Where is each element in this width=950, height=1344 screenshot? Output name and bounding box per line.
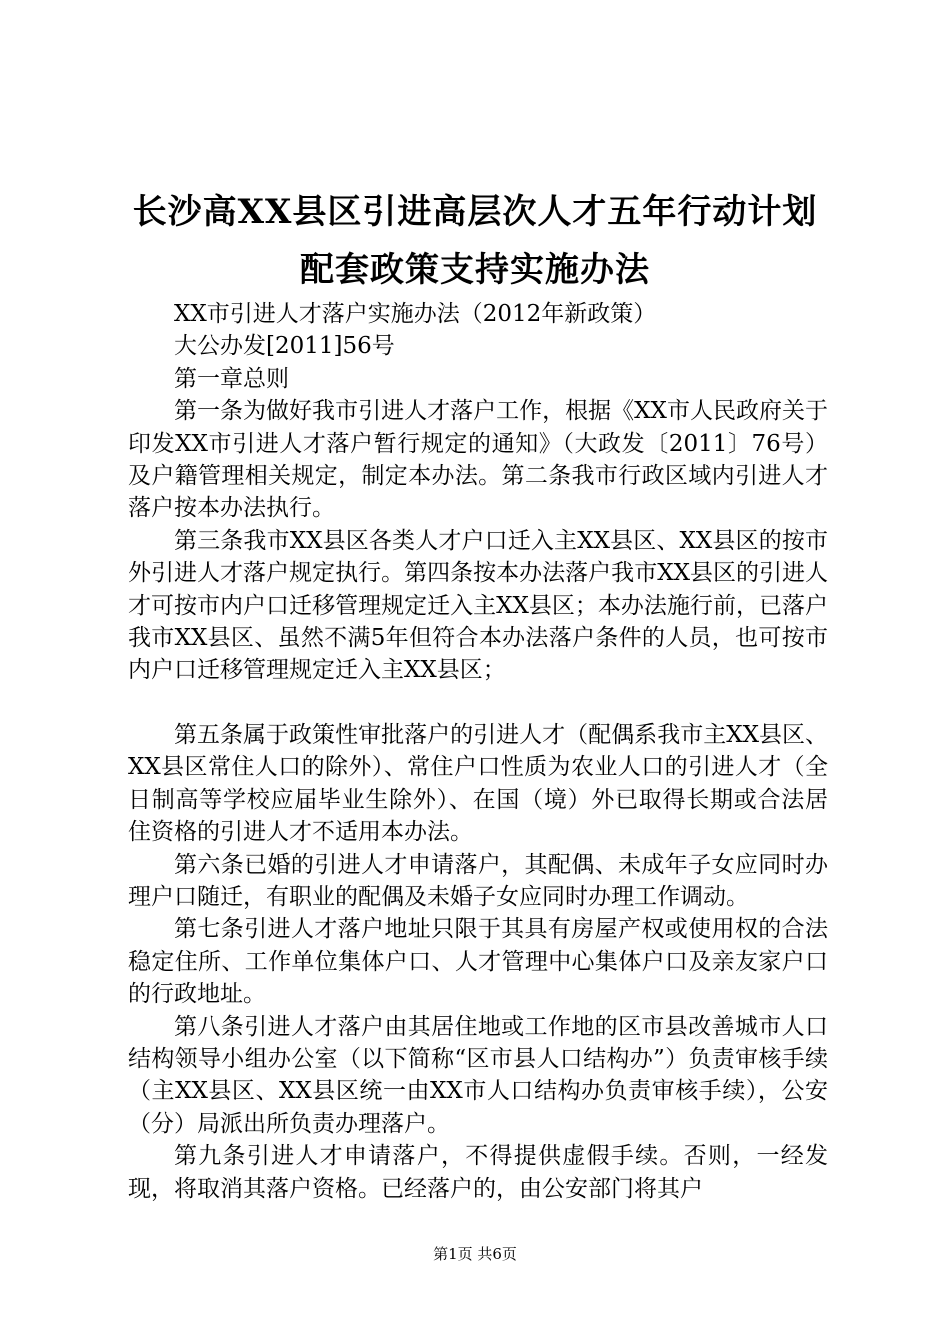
paragraph-article-3: 第三条我市XX县区各类人才户口迁入主XX县区、XX县区的按市外引进人才落户规定执行。第四条按本办法落户我市XX县区的引进人才可按市内户口迁移管理规定迁入主XX县区；本办法施行前，已落户我市XX县区、虽然不满5年但符合本办法落户条件的人员，也可按市内户口迁移管理规定迁入主XX县区；	[128, 527, 828, 684]
paragraph-document-number: 大公办发[2011]56号	[174, 333, 395, 360]
document-title-line-2: 配套政策支持实施办法	[300, 250, 650, 290]
paragraph-subtitle: XX市引进人才落户实施办法（2012年新政策）	[174, 301, 657, 327]
paragraph-article-1: 第一条为做好我市引进人才落户工作，根据《XX市人民政府关于印发XX市引进人才落户暂行规定的通知》（大政发〔2011〕76号）及户籍管理相关规定，制定本办法。第二条我市行政区域内引进人才落户按本办法执行。	[128, 398, 828, 522]
paragraph-article-8: 第八条引进人才落户由其居住地或工作地的区市县改善城市人口结构领导小组办公室（以下简称“区市县人口结构办”）负责审核手续（主XX县区、XX县区统一由XX市人口结构办负责审核手续），公安（分）局派出所负责办理落户。	[128, 1013, 828, 1137]
paragraph-article-9: 第九条引进人才申请落户，不得提供虚假手续。否则，一经发现，将取消其落户资格。已经落户的，由公安部门将其户	[128, 1143, 828, 1202]
paragraph-article-6: 第六条已婚的引进人才申请落户，其配偶、未成年子女应同时办理户口随迁，有职业的配偶及未婚子女应同时办理工作调动。	[128, 851, 828, 910]
document-title-line-1: 长沙高XX县区引进高层次人才五年行动计划	[132, 192, 818, 232]
paragraph-article-5: 第五条属于政策性审批落户的引进人才（配偶系我市主XX县区、XX县区常住人口的除外）、常住户口性质为农业人口的引进人才（全日制高等学校应届毕业生除外）、在国（境）外已取得长期或合法居住资格的引进人才不适用本办法。	[128, 721, 828, 846]
page-number-footer: 第1页 共6页	[433, 1245, 517, 1263]
document-body	[128, 298, 828, 1205]
paragraph-article-7: 第七条引进人才落户地址只限于其具有房屋产权或使用权的合法稳定住所、工作单位集体户口、人才管理中心集体户口及亲友家户口的行政地址。	[128, 916, 828, 1008]
paragraph-chapter-heading: 第一章总则	[174, 365, 289, 392]
